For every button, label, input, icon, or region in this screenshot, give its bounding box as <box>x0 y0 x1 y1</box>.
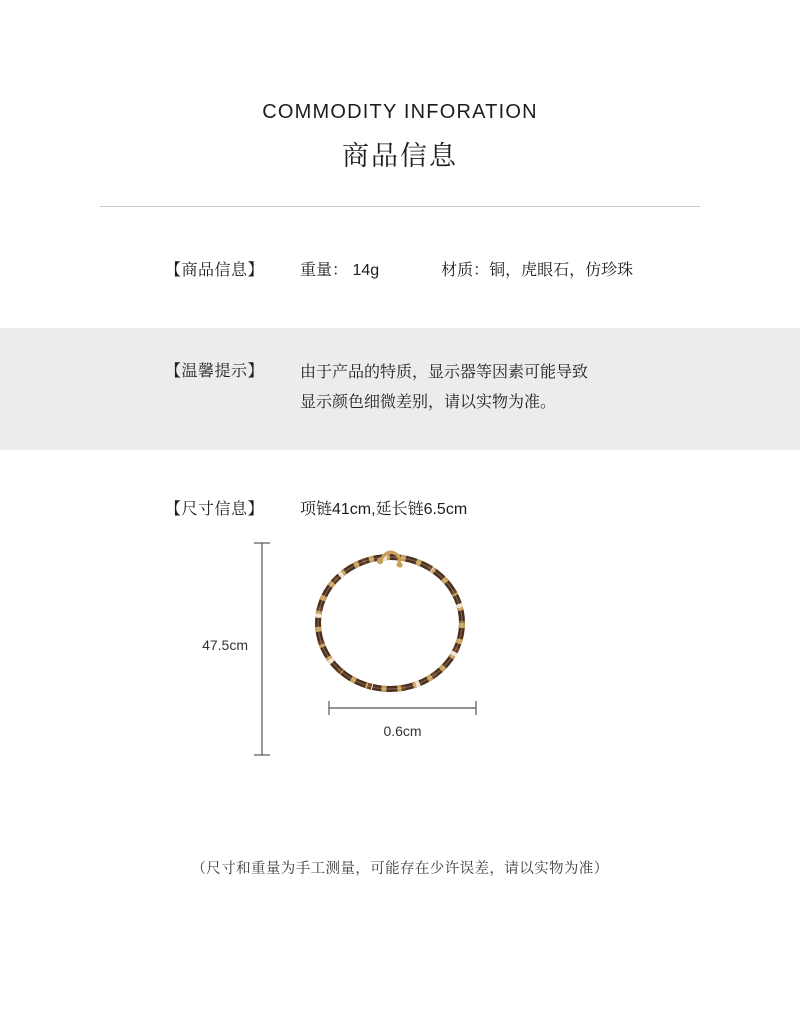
necklace-graphic <box>290 531 490 711</box>
page-header <box>0 0 800 207</box>
notice-text <box>300 358 588 417</box>
size-info-value: 项链41cm,延长链6.5cm <box>300 500 468 518</box>
notice-label: 【温馨提示】 <box>165 363 265 381</box>
basic-info-row <box>0 257 800 280</box>
horizontal-measure-label: 0.6cm <box>383 722 422 739</box>
measurement-footnote: （尺寸和重量为手工测量，可能存在少许误差，请以实物为准） <box>191 860 609 877</box>
basic-info-fields <box>300 257 633 280</box>
notice-row <box>0 358 800 417</box>
material-value: 材质：铜，虎眼石，仿珍珠 <box>441 262 634 280</box>
size-info-label: 【尺寸信息】 <box>165 500 265 518</box>
notice-line-1: 由于产品的特质，显示器等因素可能导致 <box>300 364 589 382</box>
size-diagram <box>0 539 800 799</box>
basic-info-label: 【商品信息】 <box>165 262 265 280</box>
page-title-en: COMMODITY INFORATION <box>262 101 538 123</box>
horizontal-measure-bracket <box>325 699 480 717</box>
necklace-illustration <box>290 531 490 716</box>
size-info-row <box>0 496 800 519</box>
notice-band <box>0 328 800 449</box>
weight-value: 重量： 14g <box>300 262 380 280</box>
vertical-measure-label: 47.5cm <box>202 636 248 653</box>
header-divider <box>100 206 700 207</box>
notice-line-2: 显示颜色细微差别，请以实物为准。 <box>300 393 557 411</box>
page-title-cn: 商品信息 <box>342 141 458 171</box>
